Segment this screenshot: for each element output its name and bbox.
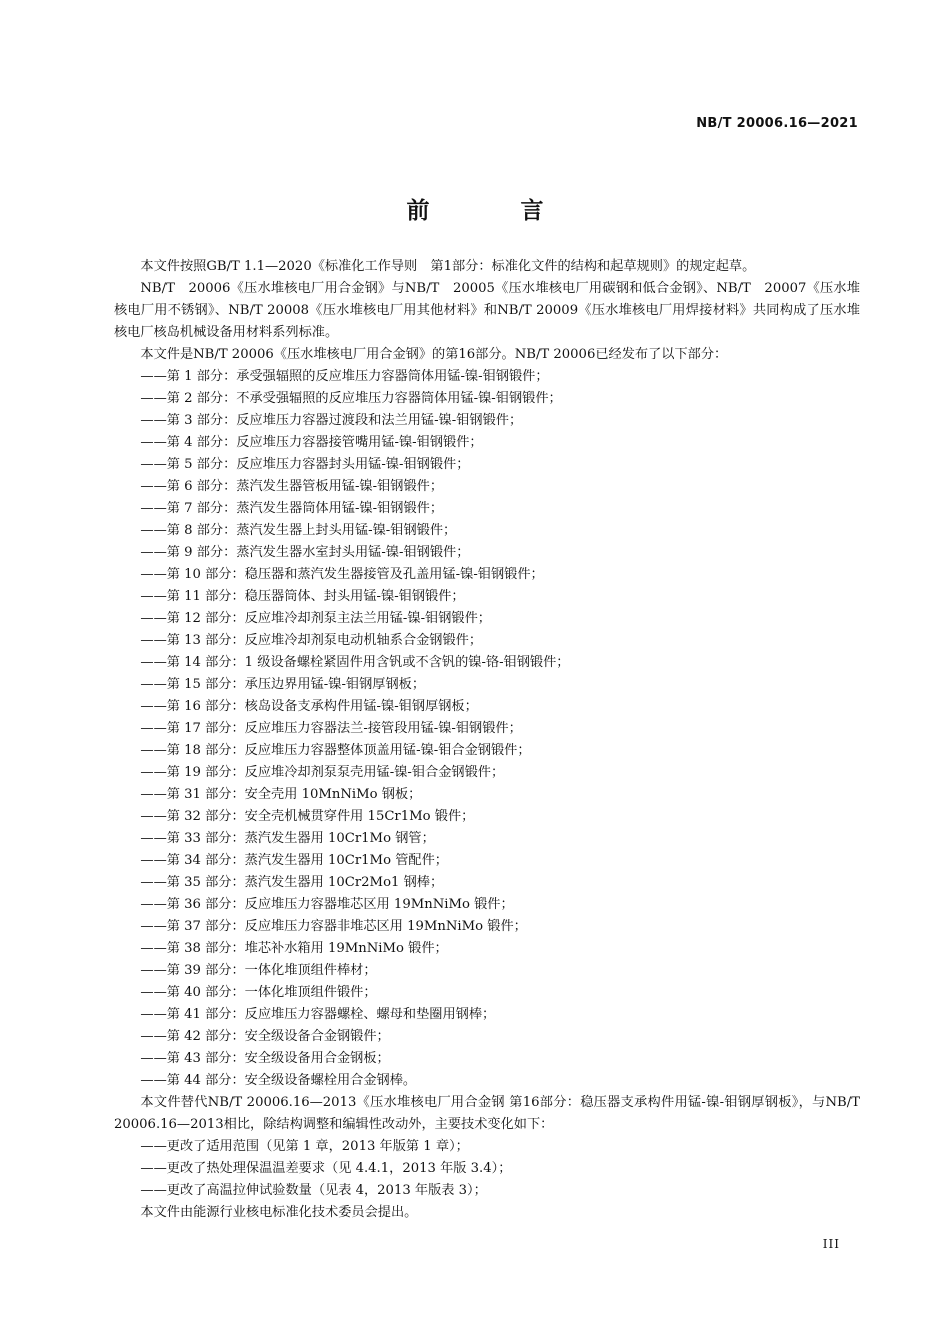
list-item: ——第 12 部分：反应堆冷却剂泵主法兰用锰-镍-钼钢锻件； <box>140 611 491 626</box>
list-item: ——第 15 部分：承压边界用锰-镍-钼钢厚钢板； <box>140 677 426 692</box>
list-item: ——第 5 部分：反应堆压力容器封头用锰-镍-钼钢锻件； <box>140 457 470 472</box>
replacement-paragraph: 本文件替代NB/T 20006.16—2013《压水堆核电厂用合金钢 第16部分：稳压器支承构件用锰-镍-钼钢厚钢板》，与NB/T 20006.16—2013相比，除结构调整和编辑性改动外，主要技术变化如下： <box>114 1095 860 1132</box>
list-item: ——更改了热处理保温温差要求（见 4.4.1，2013 年版 3.4）； <box>140 1161 512 1176</box>
page-title: 前 言 <box>406 198 578 224</box>
list-item: ——第 38 部分：堆芯补水箱用 19MnNiMo 锻件； <box>140 941 448 956</box>
list-item: ——第 37 部分：反应堆压力容器非堆芯区用 19MnNiMo 锻件； <box>140 919 527 934</box>
list-item: ——第 43 部分：安全级设备用合金钢板； <box>140 1051 390 1066</box>
list-item: ——第 33 部分：蒸汽发生器用 10Cr1Mo 钢管； <box>140 831 435 846</box>
list-item: ——第 10 部分：稳压器和蒸汽发生器接管及孔盖用锰-镍-钼钢锻件； <box>140 567 544 582</box>
list-item: ——第 4 部分：反应堆压力容器接管嘴用锰-镍-钼钢锻件； <box>140 435 483 450</box>
intro-paragraph-parts: 本文件是NB/T 20006《压水堆核电厂用合金钢》的第16部分。NB/T 20006已经发布了以下部分： <box>140 347 728 362</box>
list-item: ——第 19 部分：反应堆冷却剂泵泵壳用锰-镍-钼合金钢锻件； <box>140 765 505 780</box>
list-item: ——第 13 部分：反应堆冷却剂泵电动机轴系合金钢锻件； <box>140 633 483 648</box>
list-item: ——第 11 部分：稳压器筒体、封头用锰-镍-钼钢锻件； <box>140 589 465 604</box>
list-item: ——第 34 部分：蒸汽发生器用 10Cr1Mo 管配件； <box>140 853 448 868</box>
list-item: ——第 7 部分：蒸汽发生器筒体用锰-镍-钼钢锻件； <box>140 501 444 516</box>
list-item: ——第 42 部分：安全级设备合金钢锻件； <box>140 1029 390 1044</box>
list-item: ——第 36 部分：反应堆压力容器堆芯区用 19MnNiMo 锻件； <box>140 897 514 912</box>
list-item: ——第 39 部分：一体化堆顶组件棒材； <box>140 963 377 978</box>
closing-paragraph: 本文件由能源行业核电标准化技术委员会提出。 <box>140 1205 418 1220</box>
intro-paragraph-drafting: 本文件按照GB/T 1.1—2020《标准化工作导则 第1部分：标准化文件的结构和起草规则》的规定起草。 <box>140 259 756 274</box>
standard-code: NB/T 20006.16—2021 <box>696 116 858 131</box>
list-item: ——第 17 部分：反应堆压力容器法兰-接管段用锰-镍-钼钢锻件； <box>140 721 522 736</box>
list-item: ——更改了高温拉伸试验数量（见表 4，2013 年版表 3）； <box>140 1183 487 1198</box>
list-item: ——第 8 部分：蒸汽发生器上封头用锰-镍-钼钢锻件； <box>140 523 457 538</box>
list-item: ——第 41 部分：反应堆压力容器螺栓、螺母和垫圈用钢棒； <box>140 1007 496 1022</box>
list-item: ——第 35 部分：蒸汽发生器用 10Cr2Mo1 钢棒； <box>140 875 444 890</box>
list-item: ——第 9 部分：蒸汽发生器水室封头用锰-镍-钼钢锻件； <box>140 545 470 560</box>
intro-paragraph-series: NB/T 20006《压水堆核电厂用合金钢》与NB/T 20005《压水堆核电厂用碳钢和低合金钢》、NB/T 20007《压水堆核电厂用不锈钢》、NB/T 20008《压水堆核电厂用其他材料》和NB/T 20009《压水堆核电厂用焊接材料》共同构成了压水堆核电厂核岛机械设备用材料系列标准。 <box>114 281 860 340</box>
list-item: ——第 40 部分：一体化堆顶组件锻件； <box>140 985 377 1000</box>
list-item: ——第 2 部分：不承受强辐照的反应堆压力容器筒体用锰-镍-钼钢锻件； <box>140 391 562 406</box>
list-item: ——第 18 部分：反应堆压力容器整体顶盖用锰-镍-钼合金钢锻件； <box>140 743 531 758</box>
parts-list <box>114 366 860 1092</box>
page-number: III <box>822 1237 840 1251</box>
list-item: ——第 32 部分：安全壳机械贯穿件用 15Cr1Mo 锻件； <box>140 809 475 824</box>
list-item: ——第 1 部分：承受强辐照的反应堆压力容器筒体用锰-镍-钼钢锻件； <box>140 369 549 384</box>
changes-list <box>114 1136 860 1202</box>
document-body <box>114 256 860 1224</box>
list-item: ——第 6 部分：蒸汽发生器管板用锰-镍-钼钢锻件； <box>140 479 444 494</box>
list-item: ——第 31 部分：安全壳用 10MnNiMo 钢板； <box>140 787 422 802</box>
list-item: ——更改了适用范围（见第 1 章，2013 年版第 1 章）； <box>140 1139 469 1154</box>
list-item: ——第 44 部分：安全级设备螺栓用合金钢棒。 <box>140 1073 417 1088</box>
list-item: ——第 14 部分：1 级设备螺栓紧固件用含钒或不含钒的镍-铬-钼钢锻件； <box>140 655 570 670</box>
list-item: ——第 3 部分：反应堆压力容器过渡段和法兰用锰-镍-钼钢锻件； <box>140 413 523 428</box>
list-item: ——第 16 部分：核岛设备支承构件用锰-镍-钼钢厚钢板； <box>140 699 478 714</box>
